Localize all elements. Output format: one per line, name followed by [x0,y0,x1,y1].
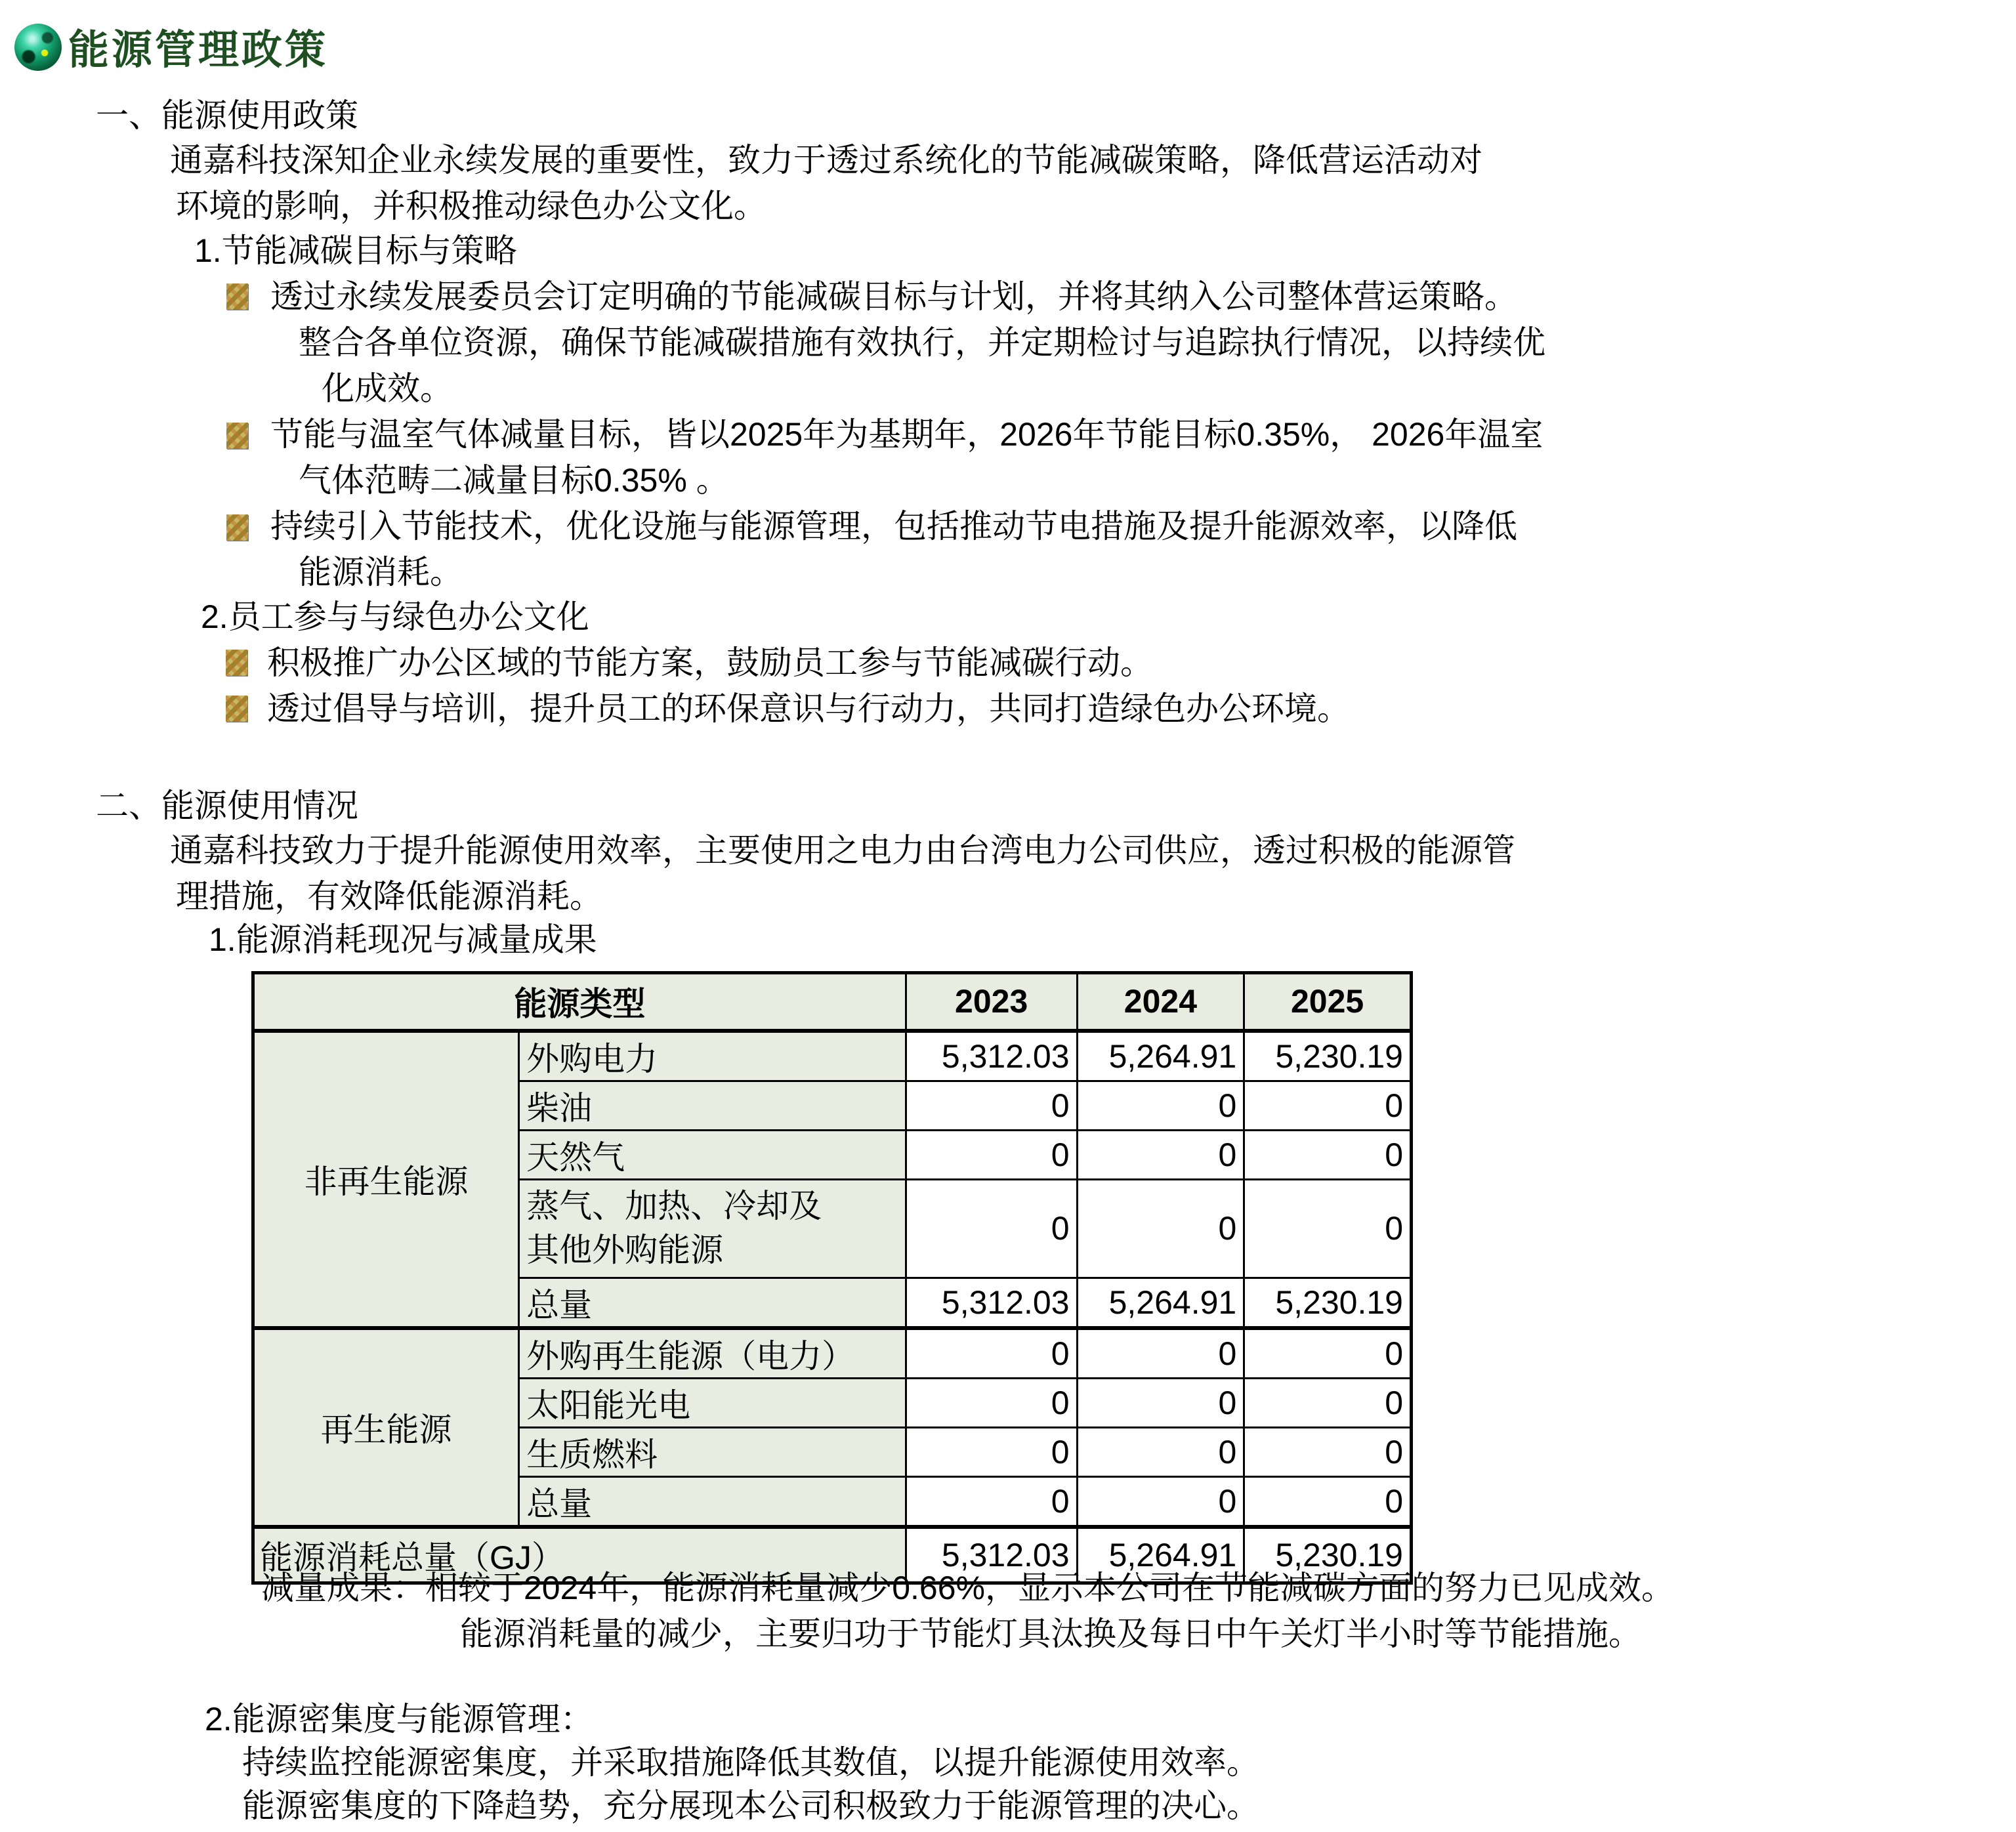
section2-sub2-line2: 能源密集度的下降趋势，充分展现本公司积极致力于能源管理的决心。 [242,1787,1259,1824]
cell-value: 0 [1244,1427,1412,1476]
bullet3-line1: 持续引入节能技术，优化设施与能源管理，包括推动节电措施及提升能源效率，以降低 [270,508,1517,545]
section1-heading: 一、能源使用政策 [96,97,358,134]
row-label: 天然气 [519,1130,906,1179]
cell-value: 0 [906,1476,1077,1527]
cell-value: 0 [1244,1130,1412,1179]
cell-value: 5,264.91 [1077,1278,1244,1328]
energy-consumption-table [251,971,1413,1585]
cell-value: 0 [1077,1427,1244,1476]
section1-sub2-heading: 2.员工参与与绿色办公文化 [201,598,589,635]
cell-value: 5,230.19 [1244,1031,1412,1081]
cell-value: 0 [906,1427,1077,1476]
bullet1-line3: 化成效。 [322,370,453,407]
bullet5-line1: 透过倡导与培训，提升员工的环保意识与行动力，共同打造绿色办公环境。 [267,690,1350,727]
total-cell-value: 5,312.03 [906,1527,1077,1583]
section2-sub1-heading: 1.能源消耗现况与减量成果 [209,921,597,958]
row-label-text: 蒸气、加热、冷却及其他外购能源 [526,1187,822,1268]
cell-value: 0 [1244,1378,1412,1427]
bullet-icon [226,423,248,449]
cell-value: 0 [906,1081,1077,1130]
cell-value: 0 [1077,1378,1244,1427]
group-label-renewable: 再生能源 [253,1328,519,1527]
section2-intro-line2: 理措施，有效降低能源消耗。 [176,878,602,915]
table-header-2023: 2023 [906,973,1077,1031]
bullet3-line2: 能源消耗。 [299,554,463,591]
cell-value: 5,312.03 [906,1031,1077,1081]
result-line2: 能源消耗量的减少，主要归功于节能灯具汰换及每日中午关灯半小时等节能措施。 [460,1615,1641,1652]
cell-value: 0 [1077,1476,1244,1527]
bullet1-line1: 透过永续发展委员会订定明确的节能减碳目标与计划，并将其纳入公司整体营运策略。 [270,278,1517,315]
globe-icon [14,24,62,71]
bullet2-line2: 气体范畴二减量目标0.35% 。 [299,462,729,499]
cell-value: 5,264.91 [1077,1031,1244,1081]
section1-intro-line1: 通嘉科技深知企业永续发展的重要性，致力于透过系统化的节能减碳策略，降低营运活动对 [170,142,1482,178]
section2-heading: 二、能源使用情况 [96,787,358,824]
cell-value: 0 [1244,1328,1412,1379]
section2-sub2-heading: 2.能源密集度与能源管理： [205,1701,593,1738]
section1-sub1-heading: 1.节能减碳目标与策略 [194,232,517,269]
cell-value: 0 [1244,1179,1412,1278]
total-cell-value: 5,264.91 [1077,1527,1244,1583]
total-cell-value: 5,230.19 [1244,1527,1412,1583]
bullet-icon [226,696,247,722]
section2-sub2-line1: 持续监控能源密集度，并采取措施降低其数值，以提升能源使用效率。 [242,1744,1259,1781]
bullet-icon [226,283,248,310]
bullet1-line2: 整合各单位资源，确保节能减碳措施有效执行，并定期检讨与追踪执行情况，以持续优 [299,324,1545,361]
row-label [519,1179,906,1278]
cell-value: 0 [906,1328,1077,1379]
group-label-nonrenewable: 非再生能源 [253,1031,519,1328]
total-row-label: 能源消耗总量（GJ） [253,1527,906,1583]
cell-value: 5,230.19 [1244,1278,1412,1328]
bullet4-line1: 积极推广办公区域的节能方案，鼓励员工参与节能减碳行动。 [267,644,1153,681]
bullet-icon [226,514,248,541]
bullet2-line1: 节能与温室气体减量目标，皆以2025年为基期年，2026年节能目标0.35%， 2026年温室 [270,416,1544,453]
row-label: 生质燃料 [519,1427,906,1476]
cell-value: 0 [906,1130,1077,1179]
cell-value: 0 [1077,1179,1244,1278]
cell-value: 0 [1244,1476,1412,1527]
result-line1: 减量成果：相较于2024年，能源消耗量减少0.66%，显示本公司在节能减碳方面的努力已见成效。 [261,1570,1675,1606]
cell-value: 0 [1077,1328,1244,1379]
row-label: 柴油 [519,1081,906,1130]
cell-value: 0 [906,1179,1077,1278]
cell-value: 0 [906,1378,1077,1427]
cell-value: 5,312.03 [906,1278,1077,1328]
row-label: 外购再生能源（电力） [519,1328,906,1379]
row-label: 总量 [519,1278,906,1328]
table-header-2025: 2025 [1244,973,1412,1031]
row-label: 太阳能光电 [519,1378,906,1427]
bullet-icon [226,650,247,676]
row-label: 外购电力 [519,1031,906,1081]
cell-value: 0 [1244,1081,1412,1130]
page-title: 能源管理政策 [68,28,329,73]
cell-value: 0 [1077,1130,1244,1179]
cell-value: 0 [1077,1081,1244,1130]
row-label: 总量 [519,1476,906,1527]
table-header-2024: 2024 [1077,973,1244,1031]
table-header-type: 能源类型 [253,973,906,1031]
section2-intro-line1: 通嘉科技致力于提升能源使用效率，主要使用之电力由台湾电力公司供应，透过积极的能源管 [170,832,1515,869]
section1-intro-line2: 环境的影响，并积极推动绿色办公文化。 [176,188,766,224]
